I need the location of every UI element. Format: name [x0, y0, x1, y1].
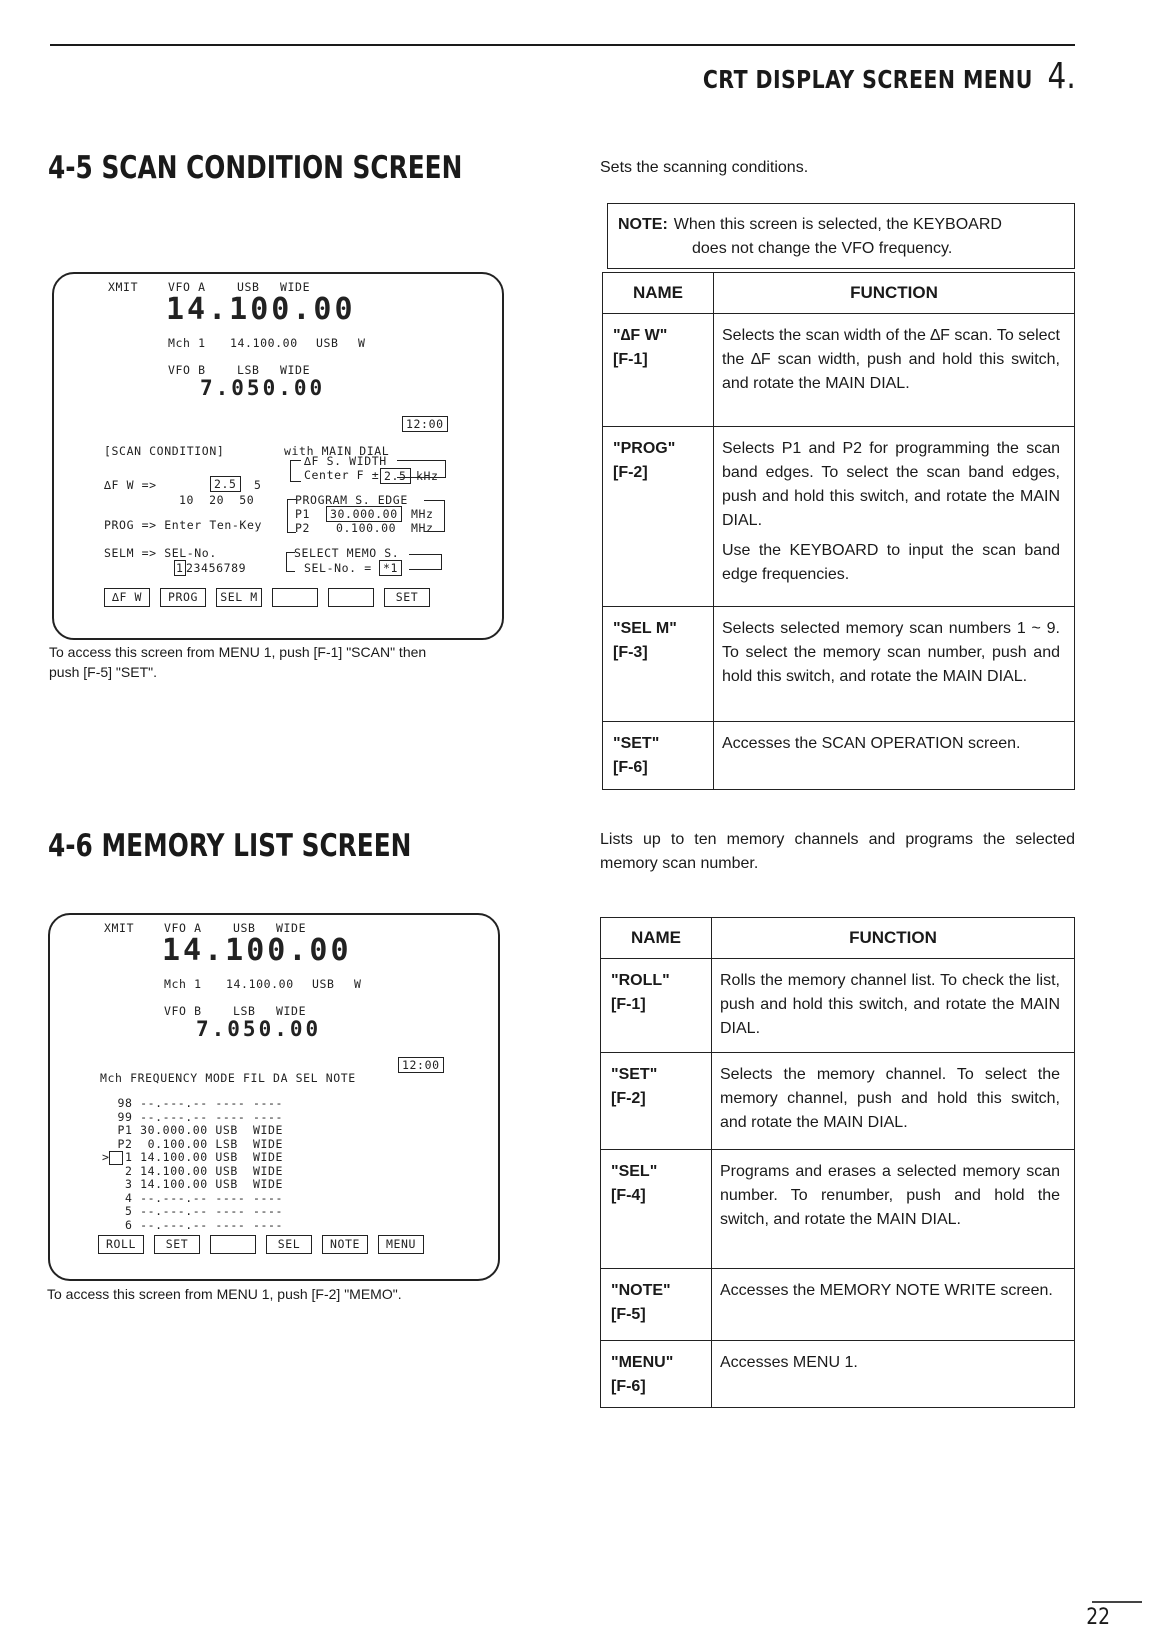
row-function — [714, 314, 1075, 427]
row-name-label: "ROLL" — [611, 972, 670, 989]
row-name-key: [F-2] — [613, 464, 648, 481]
row-function-text: Programs and erases a selected memory scan number. To renumber, push and hold the switch, and rotate the MAIN DIAL. — [720, 1163, 1060, 1228]
row-function-text: Accesses the SCAN OPERATION screen. — [722, 735, 1021, 752]
vfo-b-label: VFO B — [164, 1004, 202, 1018]
row-name-key: [F-2] — [611, 1090, 646, 1107]
mch-mode: USB — [312, 977, 335, 991]
table-header-row — [603, 273, 1075, 314]
table-row — [603, 607, 1075, 722]
center-unit: kHz — [416, 469, 439, 483]
f4-sel-button[interactable]: SEL — [266, 1235, 312, 1254]
dfw-option-5: 5 — [254, 478, 262, 492]
row-name-label: "NOTE" — [611, 1282, 671, 1299]
row-name-key: [F-1] — [613, 351, 648, 368]
sel-digits: 23456789 — [186, 561, 247, 575]
table-row — [601, 1150, 1075, 1269]
row-name-key: [F-4] — [611, 1187, 646, 1204]
row-name-label: "SET" — [611, 1066, 658, 1083]
row-function — [714, 427, 1075, 607]
f5-blank-button[interactable] — [328, 588, 374, 607]
mch-label: Mch 1 — [164, 977, 202, 991]
row-name — [603, 607, 714, 722]
row-name — [601, 1269, 712, 1341]
dfw-label: ∆F W => — [104, 478, 157, 492]
row-function-text-2: Use the KEYBOARD to input the scan band edge frequencies. — [722, 542, 1060, 583]
select-memo-label: SELECT MEMO S. — [294, 546, 400, 560]
row-function — [714, 607, 1075, 722]
memory-intro: Lists up to ten memory channels and programs the selected memory scan number. — [600, 831, 1075, 872]
row-name-key: [F-3] — [613, 644, 648, 661]
f3-sel-m-button[interactable]: SEL M — [216, 588, 262, 607]
row-name-label: "∆F W" — [613, 327, 668, 344]
f2-prog-button[interactable]: PROG — [160, 588, 206, 607]
note-line-2: does not change the VFO frequency. — [692, 240, 953, 257]
mode-a: USB — [237, 280, 260, 294]
row-function-text: Selects P1 and P2 for programming the scan band edges. To select the scan band edges, push and hold this switch, and rotate the MAIN DIAL. — [722, 440, 1060, 529]
f5-note-button[interactable]: NOTE — [322, 1235, 368, 1254]
row-name-label: "SET" — [613, 735, 660, 752]
selno-value: *1 — [379, 560, 402, 576]
f1-df-w-button[interactable]: ∆F W — [104, 588, 150, 607]
vfo-b-label: VFO B — [168, 363, 206, 377]
list-row[interactable]: P2 0.100.00 LSB WIDE — [110, 1136, 284, 1151]
list-cursor: > — [102, 1150, 110, 1164]
row-function-text: Selects selected memory scan numbers 1 ~ 9. To select the memory scan number, push and hold this switch, and rotate the MAIN DIAL. — [722, 620, 1060, 685]
p2-value: 0.100.00 — [336, 521, 397, 535]
selm-label: SELM => SEL-No. — [104, 546, 217, 560]
row-function-text: Rolls the memory channel list. To check the list, push and hold this switch, and rotate the MAIN DIAL. — [720, 972, 1060, 1037]
row-function — [712, 1269, 1075, 1341]
prog-bracket-right — [424, 500, 445, 532]
p1-value: 30.000.00 — [326, 506, 402, 522]
memory-list-screen — [48, 913, 500, 1281]
list-row[interactable]: 4 --.---.-- ---- ---- — [110, 1190, 284, 1205]
row-name-label: "PROG" — [613, 440, 676, 457]
prog-label: PROG => Enter Ten-Key — [104, 518, 262, 532]
header-name: NAME — [603, 273, 714, 314]
list-row[interactable]: 2 14.100.00 USB WIDE — [110, 1163, 284, 1178]
mch-frequency: 14.100.00 — [230, 336, 298, 350]
row-name-key: [F-6] — [613, 759, 648, 776]
page-number-rule — [1092, 1601, 1142, 1603]
row-function-text: Selects the memory channel. To select the memory channel, push and hold this switch, and rotate the MAIN DIAL. — [720, 1066, 1060, 1131]
page-number: 22 — [1086, 1605, 1110, 1630]
row-name-label: "MENU" — [611, 1354, 674, 1371]
table-header-row — [601, 918, 1075, 959]
f6-set-button[interactable]: SET — [384, 588, 430, 607]
clock-display: 12:00 — [398, 1057, 444, 1073]
width-b: WIDE — [280, 363, 311, 377]
f4-blank-button[interactable] — [272, 588, 318, 607]
row-name — [601, 1150, 712, 1269]
f6-menu-button[interactable]: MENU — [378, 1235, 424, 1254]
row-name — [601, 959, 712, 1053]
section-title-scan-condition: 4-5 SCAN CONDITION SCREEN — [48, 150, 463, 186]
vfo-a-frequency: 14.100.00 — [166, 292, 356, 327]
sel-digit-first: 1 — [176, 561, 184, 575]
table-row — [601, 1341, 1075, 1408]
swidth-bracket — [290, 460, 301, 482]
xmit-label: XMIT — [108, 280, 139, 294]
row-function — [712, 1150, 1075, 1269]
note-label: NOTE: — [618, 216, 668, 233]
df-swidth-label: ∆F S. WIDTH — [304, 454, 387, 468]
vfo-b-frequency: 7.050.00 — [196, 1017, 322, 1041]
list-row[interactable]: P1 30.000.00 USB WIDE — [110, 1123, 284, 1137]
list-header: Mch FREQUENCY MODE FIL DA SEL NOTE — [100, 1071, 356, 1085]
selmemo-bracket-right — [409, 554, 442, 570]
row-name — [603, 722, 714, 790]
vfo-a-label: VFO A — [168, 280, 206, 294]
row-name — [603, 427, 714, 607]
memory-caption: To access this screen from MENU 1, push [F-2] "MEMO". — [47, 1286, 402, 1302]
swidth-bracket-right — [397, 460, 446, 478]
table-row — [603, 722, 1075, 790]
row-name-label: "SEL" — [611, 1163, 658, 1180]
list-row-selected[interactable]: 1 14.100.00 USB WIDE — [110, 1150, 284, 1164]
scan-intro: Sets the scanning conditions. — [600, 159, 809, 176]
table-row — [601, 959, 1075, 1053]
f2-set-button[interactable]: SET — [154, 1235, 200, 1254]
mch-mode: USB — [316, 336, 339, 350]
list-row[interactable]: 3 14.100.00 USB WIDE — [110, 1177, 284, 1191]
scan-caption-line-2: push [F-5] "SET". — [49, 664, 157, 680]
chapter-number: 4. — [1047, 56, 1076, 97]
row-function — [714, 722, 1075, 790]
scan-condition-screen — [52, 272, 504, 640]
scan-function-table — [602, 272, 1075, 790]
center-value: 2.5 — [380, 468, 411, 484]
row-name-label: "SEL M" — [613, 620, 677, 637]
memory-function-table — [600, 917, 1075, 1408]
vfo-b-frequency: 7.050.00 — [200, 376, 326, 400]
row-function-text: Accesses MENU 1. — [720, 1354, 858, 1371]
list-row[interactable]: 98 --.---.-- ---- ---- — [110, 1096, 284, 1110]
row-function — [712, 1341, 1075, 1408]
p1-unit: MHz — [411, 507, 434, 521]
row-function-text: Selects the scan width of the ∆F scan. To select the ∆F scan width, push and hold this switch, and rotate the MAIN DIAL. — [722, 327, 1060, 392]
mode-b: LSB — [233, 1004, 256, 1018]
mch-label: Mch 1 — [168, 336, 206, 350]
f1-roll-button[interactable]: ROLL — [98, 1235, 144, 1254]
with-main-dial-label: with MAIN DIAL — [284, 444, 390, 458]
dfw-value: 2.5 — [210, 476, 241, 492]
vfo-a-frequency: 14.100.00 — [162, 933, 352, 968]
vfo-a-label: VFO A — [164, 921, 202, 935]
section-title-memory-list: 4-6 MEMORY LIST SCREEN — [48, 828, 412, 864]
selno-label: SEL-No. = — [304, 561, 372, 575]
row-name-key: [F-5] — [611, 1306, 646, 1323]
table-row — [603, 314, 1075, 427]
width-a: WIDE — [276, 921, 307, 935]
table-row — [601, 1269, 1075, 1341]
center-label: Center F ± — [304, 468, 380, 482]
list-row[interactable]: 6 --.---.-- ---- ---- — [110, 1217, 284, 1232]
row-name — [601, 1053, 712, 1150]
header-name: NAME — [601, 918, 712, 959]
row-function-text: Accesses the MEMORY NOTE WRITE screen. — [720, 1282, 1053, 1299]
note-box — [607, 203, 1075, 269]
p1-label: P1 — [295, 507, 311, 521]
top-rule — [50, 44, 1075, 46]
header-function: FUNCTION — [712, 918, 1075, 959]
table-row — [601, 1053, 1075, 1150]
width-b: WIDE — [276, 1004, 307, 1018]
list-row[interactable]: 5 --.---.-- ---- ---- — [110, 1204, 284, 1218]
mode-a: USB — [233, 921, 256, 935]
dfw-options: 10 20 50 — [179, 493, 255, 507]
mode-b: LSB — [237, 363, 260, 377]
scan-caption — [49, 642, 426, 682]
mch-frequency: 14.100.00 — [226, 977, 294, 991]
header-function: FUNCTION — [714, 273, 1075, 314]
clock-display: 12:00 — [402, 416, 448, 432]
row-name — [603, 314, 714, 427]
f3-blank-button[interactable] — [210, 1235, 256, 1254]
list-row[interactable]: 99 --.---.-- ---- ---- — [110, 1109, 284, 1124]
row-function — [712, 1053, 1075, 1150]
p2-label: P2 — [295, 521, 311, 535]
mch-width: W — [354, 977, 362, 991]
page-header — [703, 56, 1076, 97]
scan-caption-line-1: To access this screen from MENU 1, push [F-1] "SCAN" then — [49, 644, 427, 660]
scan-condition-label: [SCAN CONDITION] — [104, 444, 225, 458]
p2-unit: MHz — [411, 521, 434, 535]
row-function — [712, 959, 1075, 1053]
xmit-label: XMIT — [104, 921, 135, 935]
table-row — [603, 427, 1075, 607]
width-a: WIDE — [280, 280, 311, 294]
row-name — [601, 1341, 712, 1408]
row-name-key: [F-1] — [611, 996, 646, 1013]
program-edge-label: PROGRAM S. EDGE — [295, 493, 408, 507]
mch-width: W — [358, 336, 366, 350]
header-title: CRT DISPLAY SCREEN MENU — [703, 65, 1034, 94]
note-line-1: When this screen is selected, the KEYBOARD — [673, 216, 1002, 233]
row-name-key: [F-6] — [611, 1378, 646, 1395]
